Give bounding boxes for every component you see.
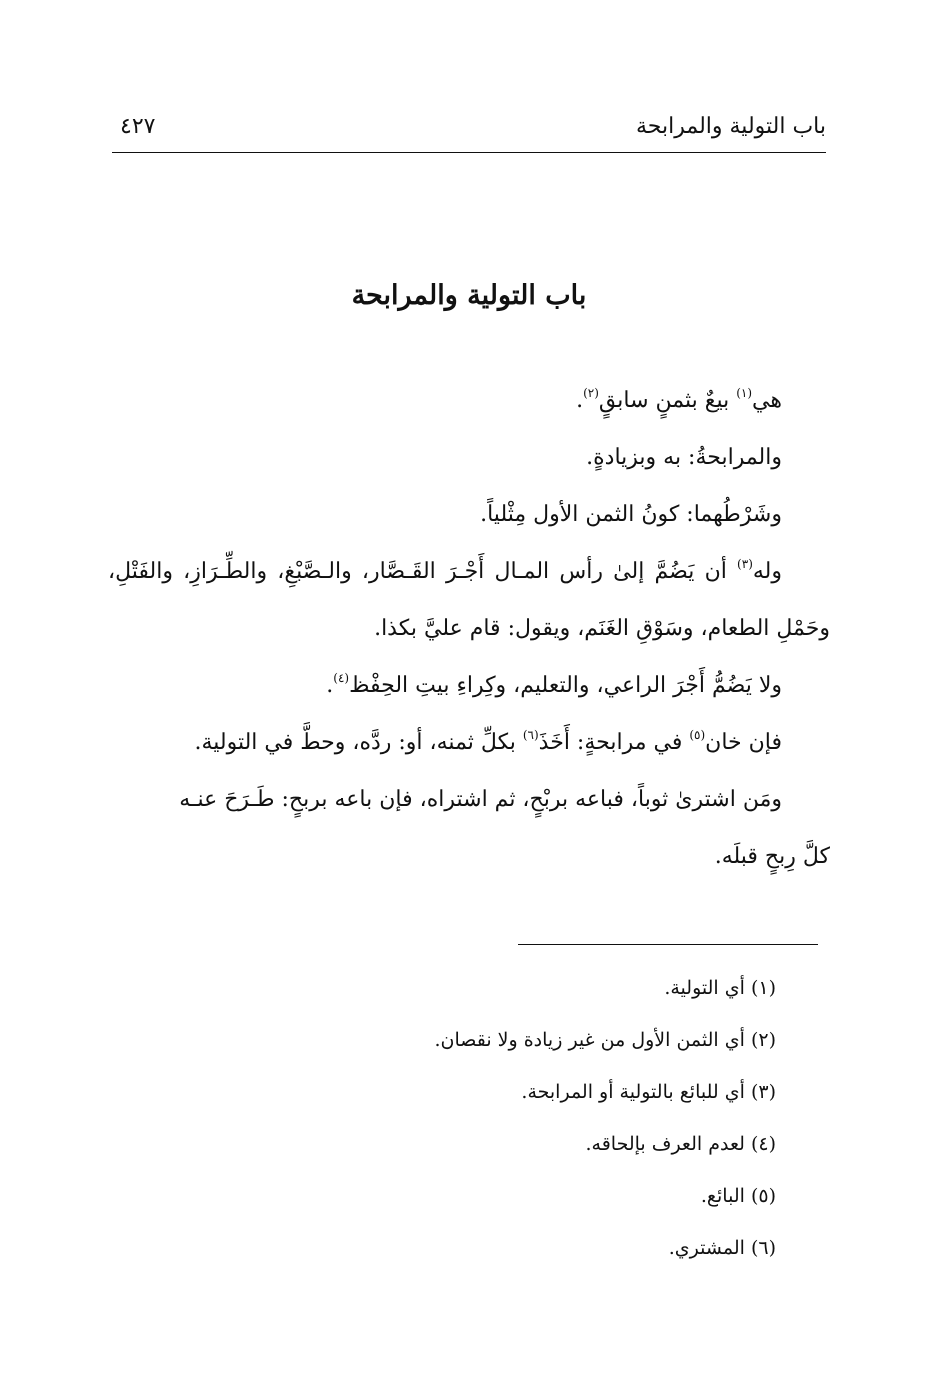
- paragraph-text: ولا يَضُمُّ أَجْرَ الراعي، والتعليم، وكِراءِ بيتِ الحِفْظ: [349, 673, 782, 698]
- footnote-2: [112, 1014, 776, 1066]
- footnote-number: (١): [750, 977, 776, 999]
- paragraph-additions: [108, 543, 830, 657]
- paragraph-betrayal: [108, 714, 830, 771]
- footnote-number: (٦): [750, 1237, 776, 1259]
- footnote-ref: (١): [736, 386, 753, 400]
- footnote-ref: (٢): [583, 386, 599, 400]
- footnote-3: [112, 1066, 776, 1118]
- footnote-text: لعدم العرف بإلحاقه.: [585, 1133, 751, 1155]
- footnote-text: أي التولية.: [664, 977, 751, 999]
- paragraph-resale: [108, 771, 830, 885]
- paragraph-murabaha: والمرابحةُ: به وبزيادةٍ.: [586, 445, 782, 470]
- footnote-ref: (٦): [522, 728, 539, 742]
- footnote-6: [112, 1222, 776, 1274]
- footnote-5: [112, 1170, 776, 1222]
- footnote-number: (٤): [750, 1133, 776, 1155]
- main-text: [108, 372, 830, 885]
- paragraph-indent: [782, 559, 830, 584]
- paragraph-text: في مرابحةٍ: أَخَذَ: [538, 730, 690, 755]
- paragraph-text: بكلِّ ثمنه، أو: ردَّه، وحطَّ في التولية.: [194, 730, 523, 755]
- chapter-title: باب التولية والمرابحة: [351, 280, 587, 311]
- paragraph-condition: وشَرْطُهما: كونُ الثمن الأول مِثْلياً.: [480, 502, 782, 527]
- footnote-text: أي الثمن الأول من غير زيادة ولا نقصان.: [434, 1029, 751, 1051]
- paragraph-text: بيعٌ بثمنٍ سابقٍ: [598, 388, 737, 413]
- paragraph-line: كلَّ رِبحٍ قبلَه.: [714, 844, 830, 869]
- footnote-number: (٥): [750, 1185, 776, 1207]
- running-title: باب التولية والمرابحة: [635, 114, 826, 139]
- footnote-1: [112, 962, 776, 1014]
- footnote-number: (٢): [750, 1029, 776, 1051]
- footnote-number: (٣): [750, 1081, 776, 1103]
- footnote-text: أي للبائع بالتولية أو المرابحة.: [521, 1081, 751, 1103]
- footnote-ref: (٤): [333, 671, 350, 685]
- paragraph-text: .: [576, 388, 584, 413]
- paragraph-text: فإن خان: [705, 730, 782, 755]
- paragraph-definition: [108, 372, 830, 429]
- paragraph-text: .: [326, 673, 334, 698]
- footnote-4: [112, 1118, 776, 1170]
- paragraph-text: وله: [752, 559, 782, 584]
- paragraph-line: ومَن اشترىٰ ثوباً، فباعه بربْحٍ، ثم اشتراه، فإن باعه بربحٍ: طَـرَحَ عنـه: [179, 787, 782, 812]
- paragraph-text: هي: [752, 388, 782, 413]
- footnotes: [112, 962, 776, 1274]
- page-number: ٤٢٧: [120, 114, 156, 139]
- footnote-ref: (٣): [737, 557, 753, 571]
- footnote-text: البائع.: [700, 1185, 751, 1207]
- paragraph-exclusions: [108, 657, 830, 714]
- footnote-ref: (٥): [689, 728, 706, 742]
- footnote-separator: [518, 944, 818, 945]
- footnote-text: المشتري.: [668, 1237, 751, 1259]
- running-header: [112, 108, 826, 153]
- paragraph-text: أن يَضُمَّ إلىٰ رأس المـال أَجْـرَ القَـصَّار، والـصَّبْغِ، والطِّـرَازِ، والفَتْلِ، وحَمْلِ الطعام، وسَوْقِ الغَنَم، ويقول: قام عليَّ بكذا.: [108, 559, 830, 641]
